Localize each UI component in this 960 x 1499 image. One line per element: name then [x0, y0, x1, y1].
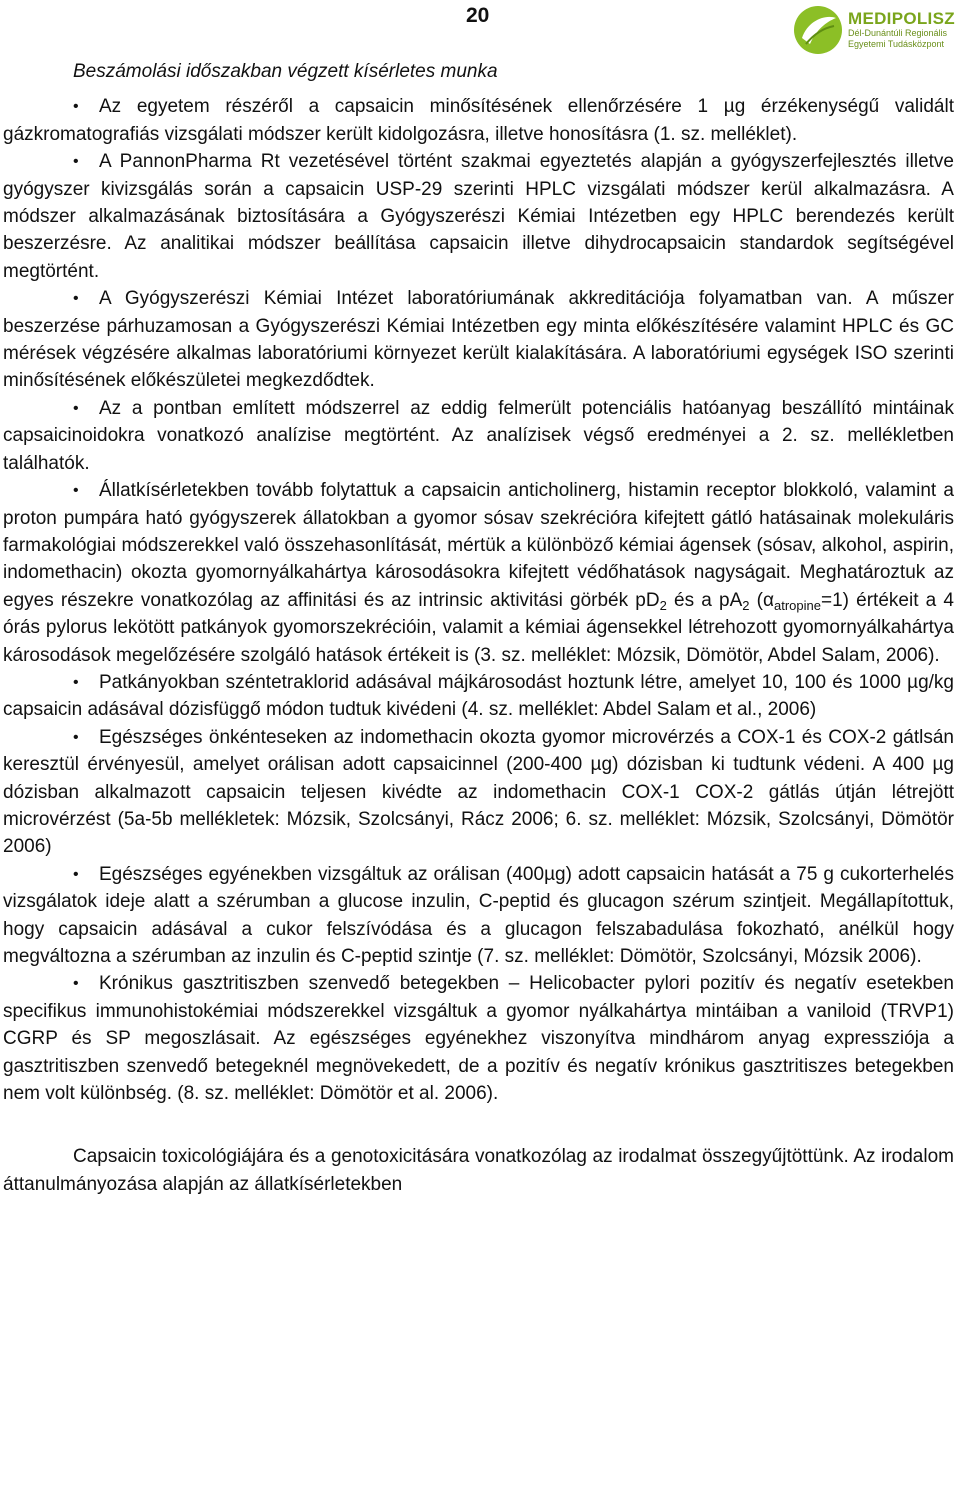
list-item-text: =1) értékeit a 4 órás pylorus lekötött patkányok gyomorszekrécióin, valamit a kémiai ágensekkel létrehozott gyomornyálkahártya károsodások megelőzésére szolgáló hatások értékeit is (3. sz. melléklet: Mózsik, Dömötör, Abdel Salam, 2006). — [3, 589, 954, 666]
list-item — [3, 395, 954, 477]
list-item-text: Egészséges egyénekben vizsgáltuk az orálisan (400µg) adott capsaicin hatását a 75 g cukorterhelés vizsgálatok ideje alatt a szérumban a glucose inzulin, C-peptid és glucagon szérum szintjeit. Megállapítottuk, hogy capsaicin adásával a cukor felszívódása és a glucagon felszabadulása fokozható, anélkül hogy megváltozna a szérumban az inzulin és C-peptid szintje (7. sz. melléklet: Dömötör, Szolcsányi, Mózsik 2006). — [3, 863, 954, 967]
closing-paragraph — [3, 1143, 954, 1198]
list-item-text: Állatkísérletekben tovább folytattuk a capsaicin anticholinerg, histamin receptor blokkoló, valamint a proton pumpára ható gyógyszerek állatokban a gyomor sósav szekrécióra kifejtett gátló hatásainak molekuláris farmakológiai módszerekkel való összehasonlítását, mértük a különböző kémiai ágensek (sósav, alkohol, aspirin, indomethacin) okozta gyomornyálkahártya károsodásokra kifejtett védőhatások nagyságait. Meghatároztuk az egyes részekre vonatkozólag az affinitási és az intrinsic aktivitási görbék pD — [3, 480, 954, 611]
closing-text: Capsaicin toxicológiájára és a genotoxicitására vonatkozólag az irodalmat összegyűjtöttünk. Az irodalom áttanulmányozása alapján az állatkísérletekben — [3, 1146, 954, 1195]
bullet-icon: • — [73, 399, 79, 417]
bullet-icon: • — [73, 865, 79, 883]
leaf-logo-icon — [792, 4, 844, 56]
logo-name: MEDIPOLISZ — [848, 9, 955, 28]
bullet-icon: • — [73, 482, 79, 500]
list-item — [3, 861, 954, 971]
subscript: atropine — [774, 597, 821, 613]
list-item-text: és a pA — [666, 589, 743, 611]
list-item-text: Az a pontban említett módszerrel az eddig felmerült potenciális hatóanyag beszállító mintáinak capsaicinoidokra vonatkozó analízise megtörtént. Az analízisek végső eredményei a 2. sz. mellékletben találhatók. — [3, 397, 954, 474]
section-heading: Beszámolási időszakban végzett kísérletes munka — [73, 61, 498, 82]
list-item — [3, 724, 954, 861]
list-item-text: (α — [749, 589, 774, 611]
list-item-text: Patkányokban széntetraklorid adásával májkárosodást hoztunk létre, amelyet 10, 100 és 1000 µg/kg capsaicin adásával dózisfüggő módon tudtuk kivédeni (4. sz. melléklet: Abdel Salam et al., 2006) — [3, 671, 954, 721]
logo-subtitle-line1: Dél-Dunántúli Regionális — [848, 28, 948, 38]
subscript: 2 — [742, 597, 750, 613]
bullet-icon: • — [73, 98, 79, 116]
logo-subtitle-line2: Egyetemi Tudásközpont — [848, 39, 945, 49]
list-item — [3, 285, 954, 395]
list-item — [3, 477, 954, 669]
bullet-icon: • — [73, 290, 79, 308]
list-item — [3, 970, 954, 1107]
subscript: 2 — [659, 597, 667, 613]
list-item — [3, 669, 954, 724]
bullet-icon: • — [73, 975, 79, 993]
bullet-icon: • — [73, 728, 79, 746]
page-number: 20 — [466, 4, 490, 27]
list-item — [3, 93, 954, 148]
bullet-icon: • — [73, 153, 79, 171]
bullet-icon: • — [73, 673, 79, 691]
medipolisz-logo — [792, 2, 958, 57]
document-body — [3, 58, 954, 1198]
list-item-text: Krónikus gasztritiszben szenvedő betegekben – Helicobacter pylori pozitív és negatív esetekben specifikus immunohistokémiai módszerekkel vizsgáltuk a gyomor nyálkahártya mintáiban a vaniloid (TRVP1) CGRP és SP megoszlásait. Az egészséges egyénekhez viszonyítva mindhárom anyag expressziója a gasztritiszben szenvedő betegeknél megnövekedett, de a pozitív és negatív krónikus gasztritiszes betegekben nem volt különbség. (8. sz. melléklet: Dömötör et al. 2006). — [3, 973, 954, 1105]
list-item-text: A Gyógyszerészi Kémiai Intézet laboratóriumának akkreditációja folyamatban van. A műszer beszerzése párhuzamosan a Gyógyszerészi Kémiai Intézetben egy minta előkészítésére valamint HPLC és GC mérések végzésére alkalmas laboratóriumi környezet került kialakítására. A laboratóriumi egységek ISO szerinti minősítésének előkészületei megkezdődtek. — [3, 288, 954, 392]
list-item — [3, 148, 954, 285]
list-item-text: Az egyetem részéről a capsaicin minősítésének ellenőrzésére 1 µg érzékenységű validált gázkromatografiás vizsgálati módszer került kidolgozásra, illetve honosításra (1. sz. melléklet). — [3, 96, 954, 145]
list-item-text: Egészséges önkénteseken az indomethacin okozta gyomor microvérzés a COX-1 és COX-2 gátlsán keresztül érvényesül, amelyet orálisan adott capsaicinnel (200-400 µg) dózisban ki tudtunk védeni. A 400 µg dózisban alkalmazott capsaicin teljesen kivédte az indomethacin COX-1 COX-2 gátlás útján létrejött microvérzést (5a-5b mellékletek: Mózsik, Szolcsányi, Rácz 2006; 6. sz. melléklet: Mózsik, Szolcsányi, Dömötör 2006) — [3, 726, 954, 858]
list-item-text: A PannonPharma Rt vezetésével történt szakmai egyeztetés alapján a gyógyszerfejlesztés illetve gyógyszer kivizsgálás során a capsaicin USP-29 szerinti HPLC vizsgálati módszer kerül alkalmazásra. A módszer alkalmazásának biztosítására a Gyógyszerészi Kémiai Intézetben egy HPLC berendezés került beszerzésre. Az analitikai módszer beállítása capsaicin illetve dihydrocapsaicin standardok segítségével megtörtént. — [3, 151, 954, 282]
